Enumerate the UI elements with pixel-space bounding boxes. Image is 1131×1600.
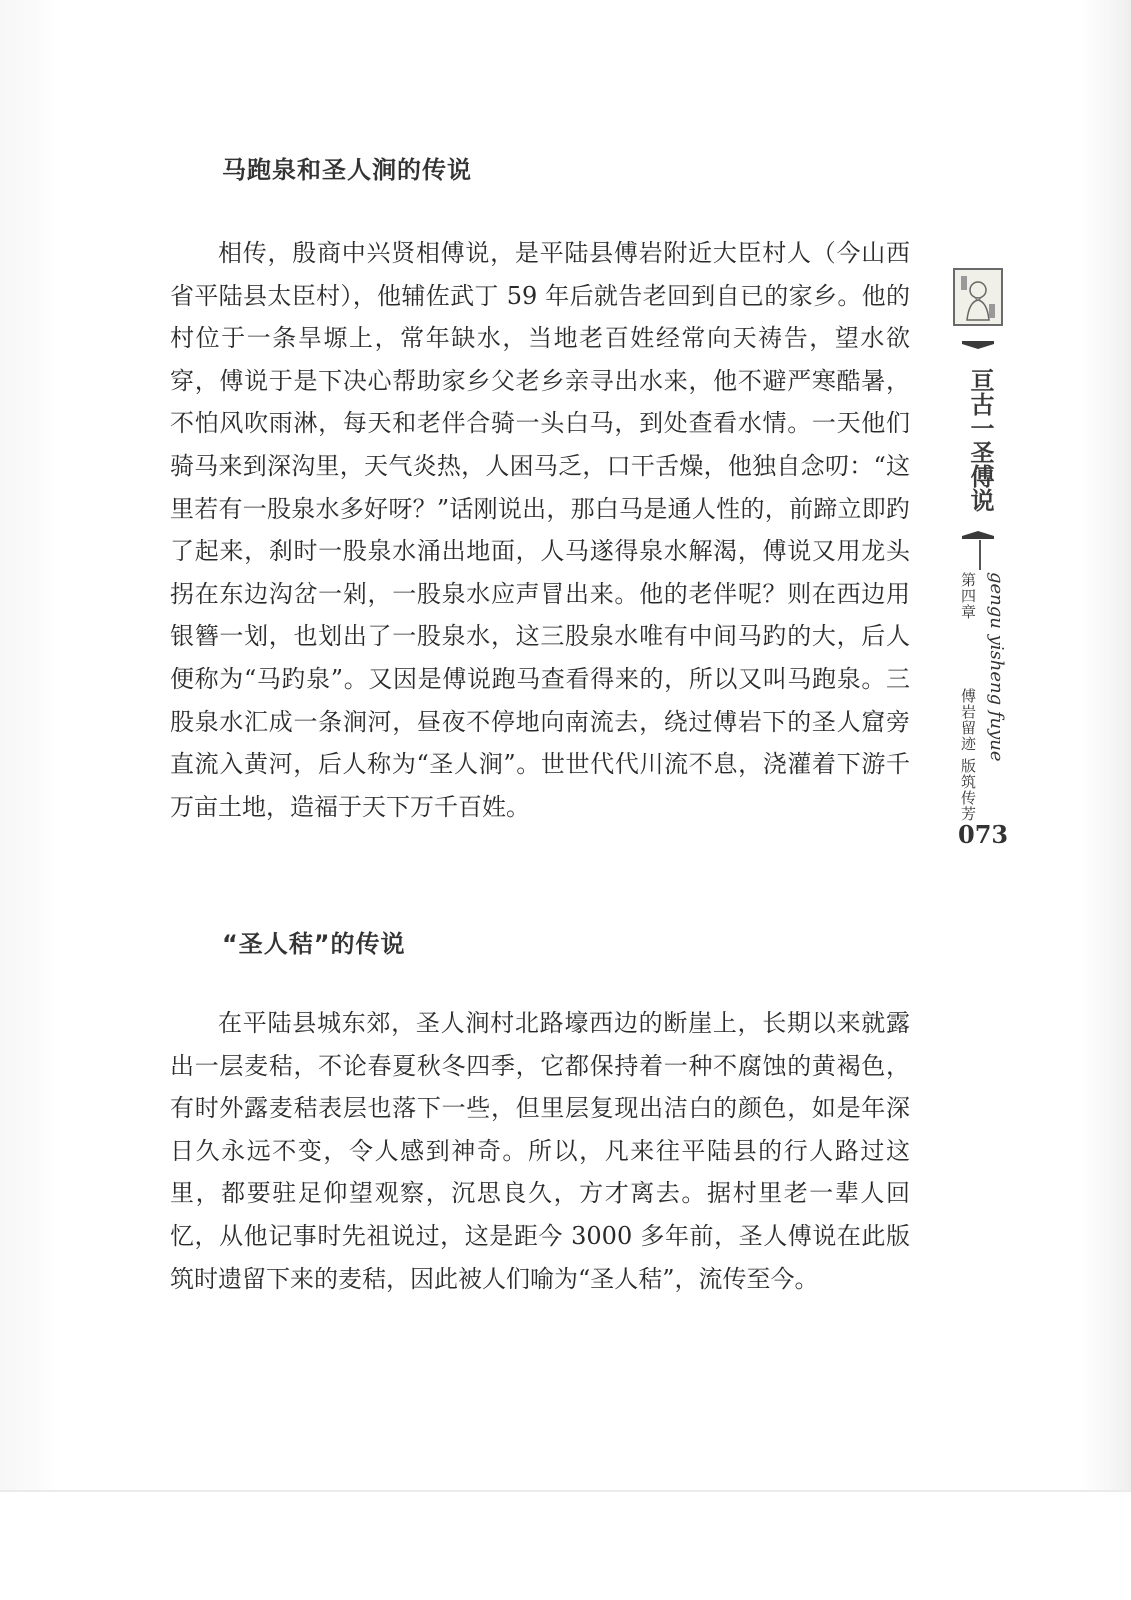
scan-margin-bottom: [0, 1492, 1131, 1600]
article-title-sheng-ren-jie: “圣人秸”的传说: [222, 930, 406, 958]
article-title-ma-pao-quan: 马跑泉和圣人涧的传说: [222, 156, 472, 184]
page-number: 073: [958, 820, 1009, 849]
bracket-bottom-ornament: [958, 530, 998, 540]
bracket-top-ornament: [958, 340, 998, 350]
chapter-title: 傅岩留迹 版筑传芳: [959, 688, 977, 822]
chapter-number: 第四章: [959, 572, 977, 620]
divider-line: [979, 540, 981, 570]
article-body-ma-pao-quan: 相传，殷商中兴贤相傅说，是平陆县傅岩附近大臣村人（今山西省平陆县太臣村），他辅佐武丁 59 年后就告老回到自已的家乡。他的村位于一条旱塬上，常年缺水，当地老百姓经常向天祷告，望水欲穿，傅说于是下决心帮助家乡父老乡亲寻出水来，他不避严寒酷暑，不怕风吹雨淋，每天和老伴合骑一头白马，到处查看水情。一天他们骑马来到深沟里，天气炎热，人困马乏，口干舌燥，他独自念叨：“这里若有一股泉水多好呀？”话刚说出，那白马是通人性的，前蹄立即趵了起来，刹时一股泉水涌出地面，人马遂得泉水解渴，傅说又用龙头拐在东边沟岔一剁，一股泉水应声冒出来。他的老伴呢？则在西边用银簪一划，也划出了一股泉水，这三股泉水唯有中间马趵的大，后人便称为“马趵泉”。又因是傅说跑马查看得来的，所以又叫马跑泉。三股泉水汇成一条涧河，昼夜不停地向南流去，绕过傅岩下的圣人窟旁直流入黄河，后人称为“圣人涧”。世世代代川流不息，浇灌着下游千万亩土地，造福于天下万千百姓。: [170, 239, 910, 821]
article-body-sheng-ren-jie: 在平陆县城东郊，圣人涧村北路壕西边的断崖上，长期以来就露出一层麦秸，不论春夏秋冬四季，它都保持着一种不腐蚀的黄褐色，有时外露麦秸表层也落下一些，但里层复现出洁白的颜色，如是年深日久永远不变，令人感到神奇。所以，凡来往平陆县的行人路过这里，都要驻足仰望观察，沉思良久，方才离去。据村里老一辈人回忆，从他记事时先祖说过，这是距今 3000 多年前，圣人傅说在此版筑时遗留下来的麦秸，因此被人们喻为“圣人秸”，流传至今。: [170, 1009, 910, 1293]
scan-shadow-right: [1080, 0, 1131, 1490]
scan-shadow-left: [0, 0, 55, 1490]
portrait-illustration-icon: [953, 268, 1003, 326]
running-head-book-title: 亘古一圣傅说: [966, 368, 995, 512]
book-title-pinyin: gengu yisheng fuyue: [986, 572, 1007, 762]
